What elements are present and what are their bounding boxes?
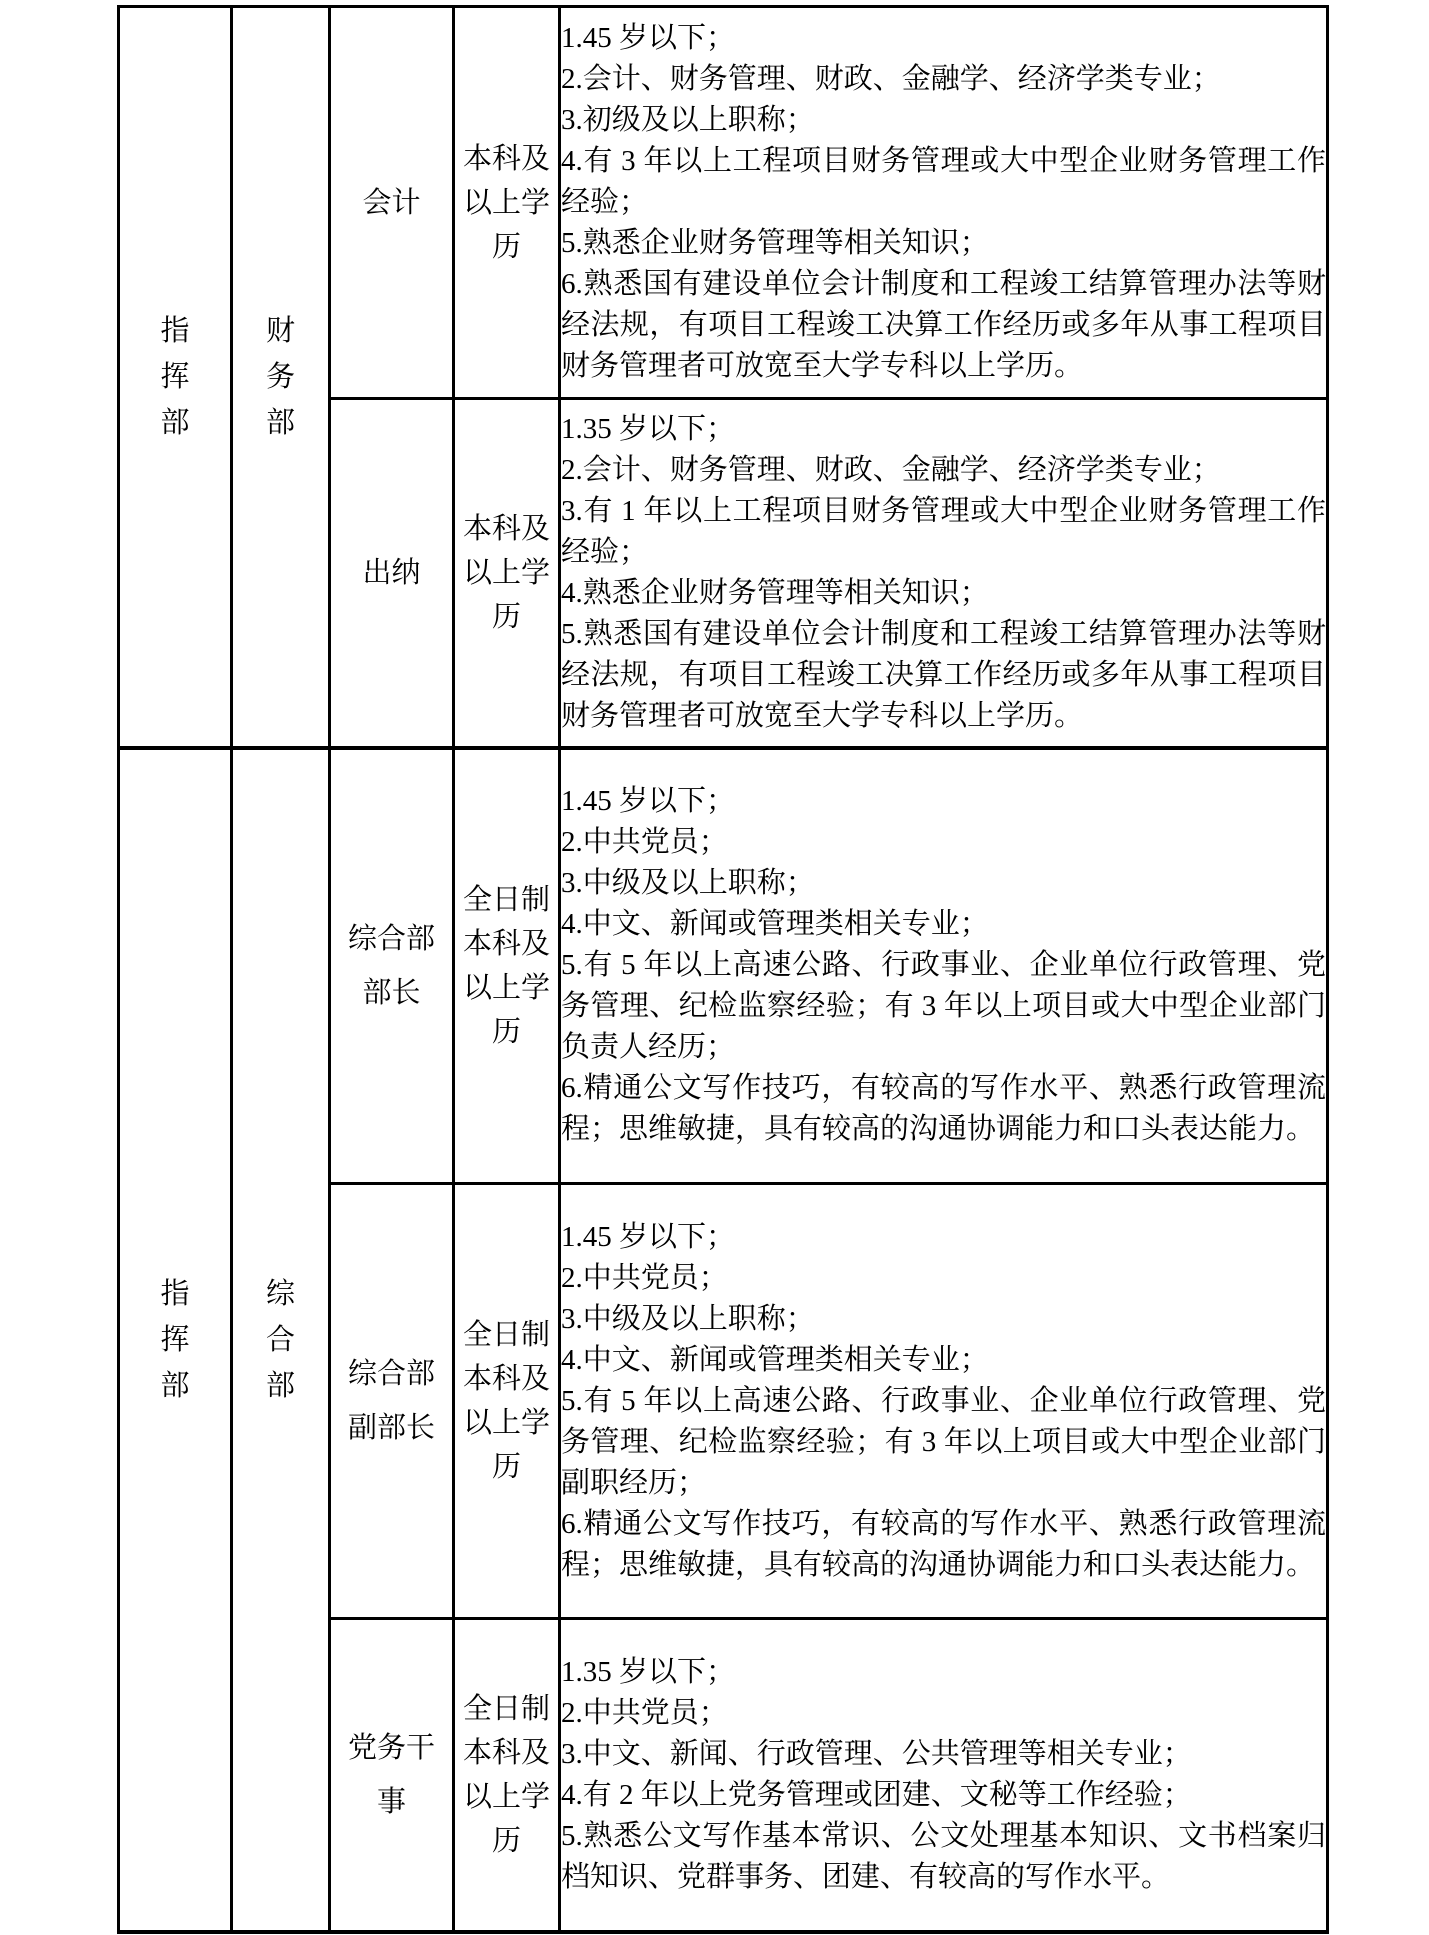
requirement-item: 4.有 3 年以上工程项目财务管理或大中型企业财务管理工作经验； (561, 145, 1326, 218)
education-label: 本科及以上学历 (462, 512, 550, 633)
group-label: 指挥部 (160, 1277, 190, 1402)
cell-requirements (560, 399, 1328, 748)
requirement-item: 6.精通公文写作技巧，有较高的写作水平、熟悉行政管理流程；思维敏捷，具有较高的沟通协调能力和口头表达能力。 (561, 1072, 1326, 1146)
requirement-item: 2.会计、财务管理、财政、金融学、经济学类专业； (561, 453, 1221, 486)
cell-department-finance (232, 7, 330, 748)
cell-education (454, 748, 560, 1184)
requirement-item: 1.45 岁以下； (561, 785, 736, 818)
requirement-item: 2.会计、财务管理、财政、金融学、经济学类专业； (561, 63, 1221, 95)
cell-requirements (560, 7, 1328, 399)
requirement-item: 5.熟悉企业财务管理等相关知识； (561, 227, 989, 259)
requirement-item: 6.精通公文写作技巧，有较高的写作水平、熟悉行政管理流程；思维敏捷，具有较高的沟通协调能力和口头表达能力。 (561, 1507, 1326, 1581)
education-label: 全日制本科及以上学历 (462, 1692, 550, 1857)
requirement-item: 6.熟悉国有建设单位会计制度和工程竣工结算管理办法等财经法规，有项目工程竣工决算工作经历或多年从事工程项目财务管理者可放宽至大学专科以上学历。 (561, 268, 1326, 382)
requirement-item: 1.35 岁以下； (561, 1655, 736, 1688)
cell-group-hq (119, 7, 232, 748)
cell-requirements (560, 748, 1328, 1184)
education-label: 全日制本科及以上学历 (462, 883, 550, 1048)
cell-education (454, 7, 560, 399)
cell-education (454, 1184, 560, 1619)
requirement-item: 4.中文、新闻或管理类相关专业； (561, 1343, 989, 1376)
cell-education (454, 1619, 560, 1932)
department-label: 财务部 (265, 314, 295, 439)
requirement-item: 5.熟悉国有建设单位会计制度和工程竣工结算管理办法等财经法规，有项目工程竣工决算工作经历或多年从事工程项目财务管理者可放宽至大学专科以上学历。 (561, 617, 1326, 732)
education-label: 本科及以上学历 (462, 142, 550, 263)
requirement-item: 3.中文、新闻、行政管理、公共管理等相关专业； (561, 1737, 1192, 1770)
cell-position (330, 1184, 454, 1619)
table-row-general-office-director (119, 748, 1328, 1184)
requirement-item: 3.有 1 年以上工程项目财务管理或大中型企业财务管理工作经验； (561, 494, 1326, 568)
requirement-item: 3.中级及以上职称； (561, 1302, 815, 1335)
cell-position (330, 1619, 454, 1932)
requirement-item: 3.中级及以上职称； (561, 867, 815, 900)
cell-position (330, 748, 454, 1184)
requirement-item: 4.中文、新闻或管理类相关专业； (561, 908, 989, 941)
table-row-accountant (119, 7, 1328, 399)
requirement-item: 2.中共党员； (561, 1261, 728, 1294)
cell-department-general (232, 748, 330, 1932)
requirement-item: 5.有 5 年以上高速公路、行政事业、企业单位行政管理、党务管理、纪检监察经验；有 3 年以上项目或大中型企业部门副职经历； (561, 1384, 1326, 1499)
requirement-item: 1.35 岁以下； (561, 412, 736, 445)
position-label: 综合部部长 (347, 922, 435, 1009)
cell-requirements (560, 1184, 1328, 1619)
requirement-item: 4.熟悉企业财务管理等相关知识； (561, 576, 989, 609)
requirement-item: 1.45 岁以下； (561, 22, 736, 54)
recruitment-requirements-table (117, 5, 1329, 1934)
cell-group-hq (119, 748, 232, 1932)
position-label: 出纳 (362, 556, 421, 589)
position-label: 会计 (362, 186, 421, 219)
group-label: 指挥部 (160, 314, 190, 439)
requirement-item: 2.中共党员； (561, 826, 728, 859)
cell-position (330, 7, 454, 399)
cell-education (454, 399, 560, 748)
department-label: 综合部 (265, 1277, 295, 1402)
requirement-item: 3.初级及以上职称； (561, 104, 815, 136)
requirement-item: 5.有 5 年以上高速公路、行政事业、企业单位行政管理、党务管理、纪检监察经验；有 3 年以上项目或大中型企业部门负责人经历； (561, 949, 1326, 1064)
requirement-item: 1.45 岁以下； (561, 1220, 736, 1253)
position-label: 党务干事 (347, 1731, 435, 1818)
cell-position (330, 399, 454, 748)
requirement-item: 2.中共党员； (561, 1696, 728, 1729)
requirement-item: 5.熟悉公文写作基本常识、公文处理基本知识、文书档案归档知识、党群事务、团建、有较高的写作水平。 (561, 1819, 1326, 1893)
education-label: 全日制本科及以上学历 (462, 1319, 550, 1483)
position-label: 综合部副部长 (347, 1358, 435, 1444)
cell-requirements (560, 1619, 1328, 1932)
requirement-item: 4.有 2 年以上党务管理或团建、文秘等工作经验； (561, 1778, 1192, 1811)
